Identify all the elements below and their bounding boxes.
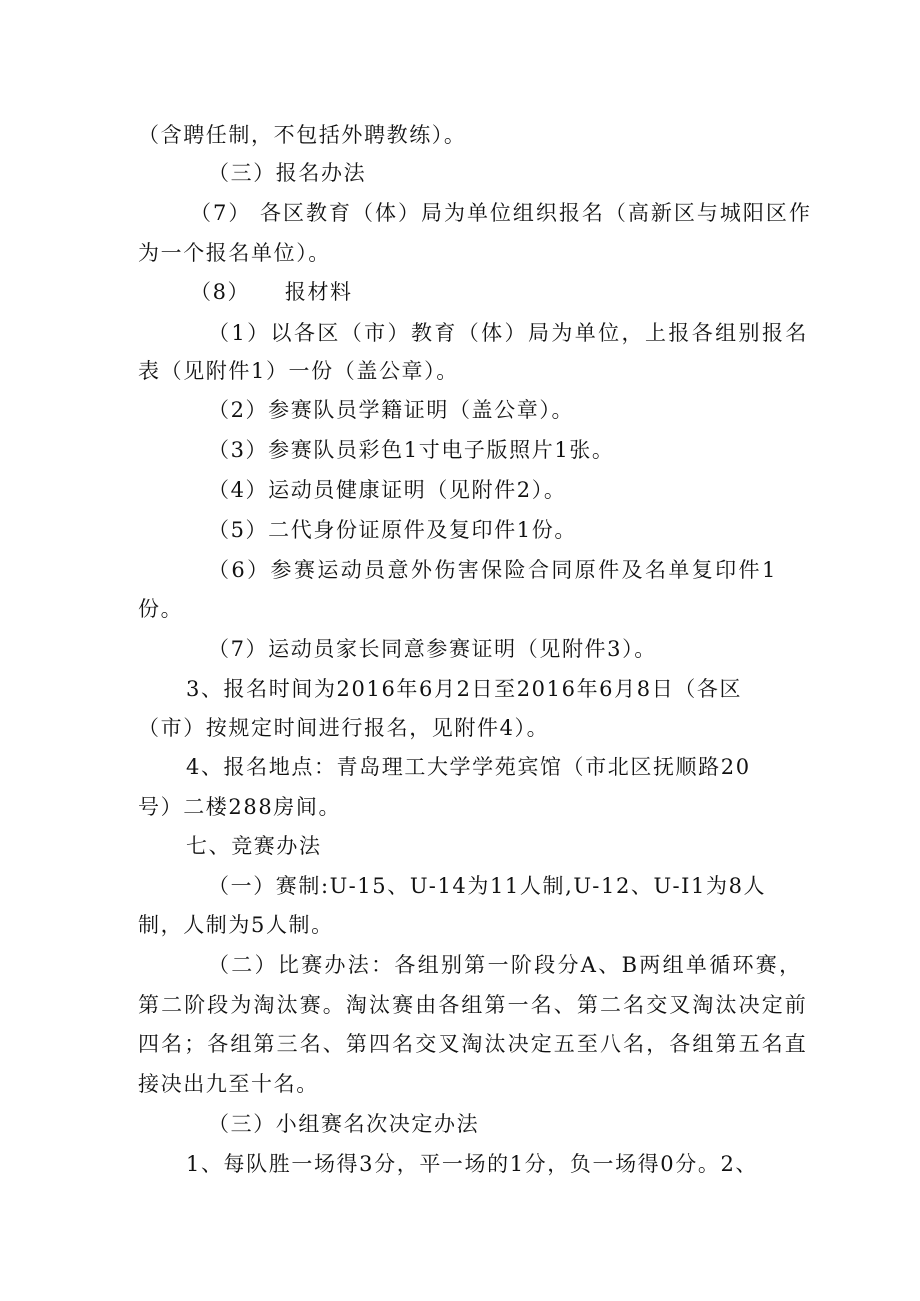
text-line: （市）按规定时间进行报名，见附件4）。 bbox=[138, 716, 550, 740]
text-line: （7） 各区教育（体）局为单位组织报名（高新区与城阳区作 bbox=[190, 201, 812, 225]
list-item: （2）参赛队员学籍证明（盖公章）。 bbox=[208, 398, 575, 422]
text-line: 3、报名时间为2016年6月2日至2016年6月8日（各区 bbox=[186, 677, 743, 701]
text-line: （8） 报材料 bbox=[190, 280, 353, 304]
text-line: （含聘任制，不包括外聘教练）。 bbox=[138, 123, 467, 147]
text-line: 为一个报名单位）。 bbox=[138, 241, 331, 265]
text-line: 号）二楼288房间。 bbox=[138, 795, 342, 819]
text-line: （一）赛制:U-15、U-14为11人制,U-12、U-I1为8人 bbox=[208, 874, 767, 898]
text-line: 份。 bbox=[138, 597, 184, 621]
text-line: 4、报名地点：青岛理工大学学苑宾馆（市北区抚顺路20 bbox=[186, 755, 751, 779]
list-item: （7）运动员家长同意参赛证明（见附件3）。 bbox=[208, 637, 657, 661]
text-line: 第二阶段为淘汰赛。淘汰赛由各组第一名、第二名交叉淘汰决定前 bbox=[138, 993, 808, 1017]
text-line: （二）比赛办法：各组别第一阶段分A、B两组单循环赛， bbox=[208, 953, 803, 977]
text-line: 1、每队胜一场得3分，平一场的1分，负一场得0分。2、 bbox=[186, 1152, 759, 1176]
text-line: 制，人制为5人制。 bbox=[138, 913, 334, 937]
list-item: （6）参赛运动员意外伤害保险合同原件及名单复印件1 bbox=[208, 558, 778, 582]
section-heading: 七、竞赛办法 bbox=[186, 834, 322, 858]
list-item: （5）二代身份证原件及复印件1份。 bbox=[208, 518, 577, 542]
list-item: （3）参赛队员彩色1寸电子版照片1张。 bbox=[208, 438, 615, 462]
text-line: 表（见附件1）一份（盖公章）。 bbox=[138, 359, 459, 383]
list-item: （4）运动员健康证明（见附件2）。 bbox=[208, 478, 567, 502]
section-heading: （三）小组赛名次决定办法 bbox=[208, 1112, 480, 1136]
text-line: 四名；各组第三名、第四名交叉淘汰决定五至八名，各组第五名直 bbox=[138, 1032, 808, 1056]
text-line: 接决出九至十名。 bbox=[138, 1072, 319, 1096]
text-line: （1）以各区（市）教育（体）局为单位，上报各组别报名 bbox=[208, 321, 809, 345]
section-heading: （三）报名办法 bbox=[208, 161, 367, 185]
